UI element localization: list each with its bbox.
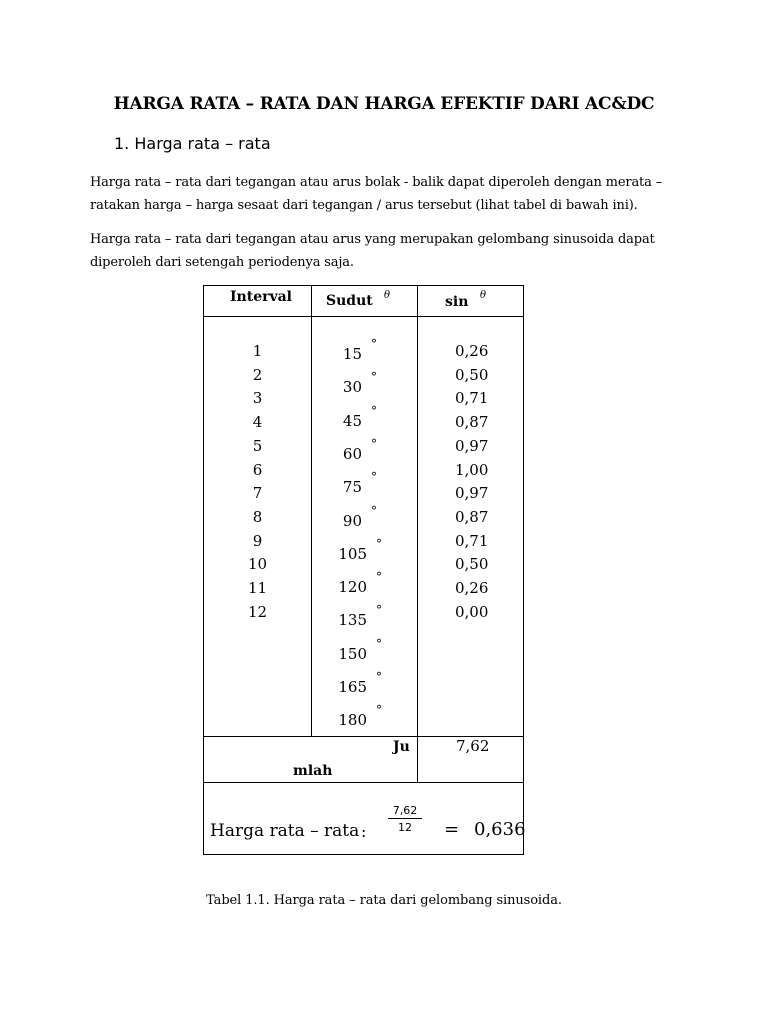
section-heading: 1. Harga rata – rata [114,134,271,153]
interval-cell: 4 [252,413,263,432]
header-sin-theta: θ [480,290,487,301]
sin-cell: 1,00 [455,460,489,479]
jumlah-label-part2: mlah [293,763,333,779]
angle-column [312,286,417,736]
sin-cell: 0,71 [455,531,489,550]
angle-cell: 135 [338,611,367,630]
degree-symbol: ° [376,603,382,618]
page-title: HARGA RATA – RATA DAN HARGA EFEKTIF DARI AC&DC [113,94,655,114]
interval-cell: 12 [247,602,268,621]
sin-cell: 0,97 [455,436,489,455]
angle-cell: 180 [338,711,367,730]
sin-cell: 0,00 [455,602,489,621]
sin-column [418,286,523,736]
degree-symbol: ° [371,470,377,485]
angle-cell: 150 [338,644,367,663]
paragraph-2-line-1: Harga rata – rata dari tegangan atau arus yang merupakan gelombang sinusoida dapat [90,232,655,247]
angle-cell: 45 [342,411,362,430]
average-equals: = [444,819,460,840]
fraction [388,804,422,834]
paragraph-1 [90,171,690,217]
sin-cell: 0,97 [455,484,489,503]
sin-cell: 0,87 [455,507,489,526]
degree-symbol: ° [376,636,382,651]
angle-cell: 60 [342,444,362,463]
sin-cell: 0,71 [455,389,489,408]
paragraph-2-line-2: diperoleh dari setengah periodenya saja. [90,255,354,270]
degree-symbol: ° [371,403,377,418]
fraction-numerator: 7,62 [388,804,422,819]
angle-cell: 15 [342,345,362,363]
paragraph-1-line-2: ratakan harga – harga sesaat dari tegangan / arus tersebut (lihat tabel di bawah ini). [90,198,638,213]
header-interval: Interval [230,289,293,305]
interval-cell: 11 [247,579,268,597]
degree-symbol: ° [371,436,377,451]
interval-cell: 5 [252,436,263,455]
degree-symbol: ° [376,670,382,684]
table-caption: Tabel 1.1. Harga rata – rata dari gelombang sinusoida. [206,893,562,908]
interval-cell: 1 [252,342,263,360]
sine-table [203,285,524,855]
jumlah-label-part1: Ju [393,739,410,755]
average-colon: : [361,822,367,841]
angle-cell: 105 [338,544,367,563]
interval-cell: 7 [252,484,263,503]
paragraph-2 [90,228,690,274]
angle-cell: 165 [338,678,367,696]
fraction-denominator: 12 [398,821,412,834]
interval-cell: 2 [252,365,263,384]
header-sudut-theta: θ [384,290,391,301]
angle-cell: 120 [338,578,367,597]
average-result: 0,636 [474,819,526,840]
angle-cell: 30 [342,378,362,397]
interval-cell: 6 [252,460,263,479]
sin-cell: 0,26 [455,342,489,360]
average-label: Harga rata – rata [210,821,360,841]
degree-symbol: ° [376,570,382,585]
angle-cell: 75 [342,478,362,497]
paragraph-1-line-1: Harga rata – rata dari tegangan atau arus bolak - balik dapat diperoleh dengan merata – [90,175,663,190]
interval-cell: 3 [252,389,263,408]
header-sin: sin [445,294,469,310]
header-sudut: Sudut [326,293,373,309]
degree-symbol: ° [371,503,377,518]
angle-cell: 90 [342,511,362,530]
sin-cell: 0,50 [455,555,489,574]
interval-cell: 8 [252,507,263,526]
jumlah-value: 7,62 [456,737,490,755]
interval-column [204,286,311,736]
degree-symbol: ° [371,370,377,385]
sin-cell: 0,87 [455,413,489,432]
interval-cell: 10 [247,555,268,574]
interval-cell: 9 [252,531,263,550]
sin-cell: 0,26 [455,579,489,597]
degree-symbol: ° [376,703,382,718]
degree-symbol: ° [371,337,377,351]
degree-symbol: ° [376,536,382,551]
sum-divider [204,782,523,783]
sin-cell: 0,50 [455,365,489,384]
